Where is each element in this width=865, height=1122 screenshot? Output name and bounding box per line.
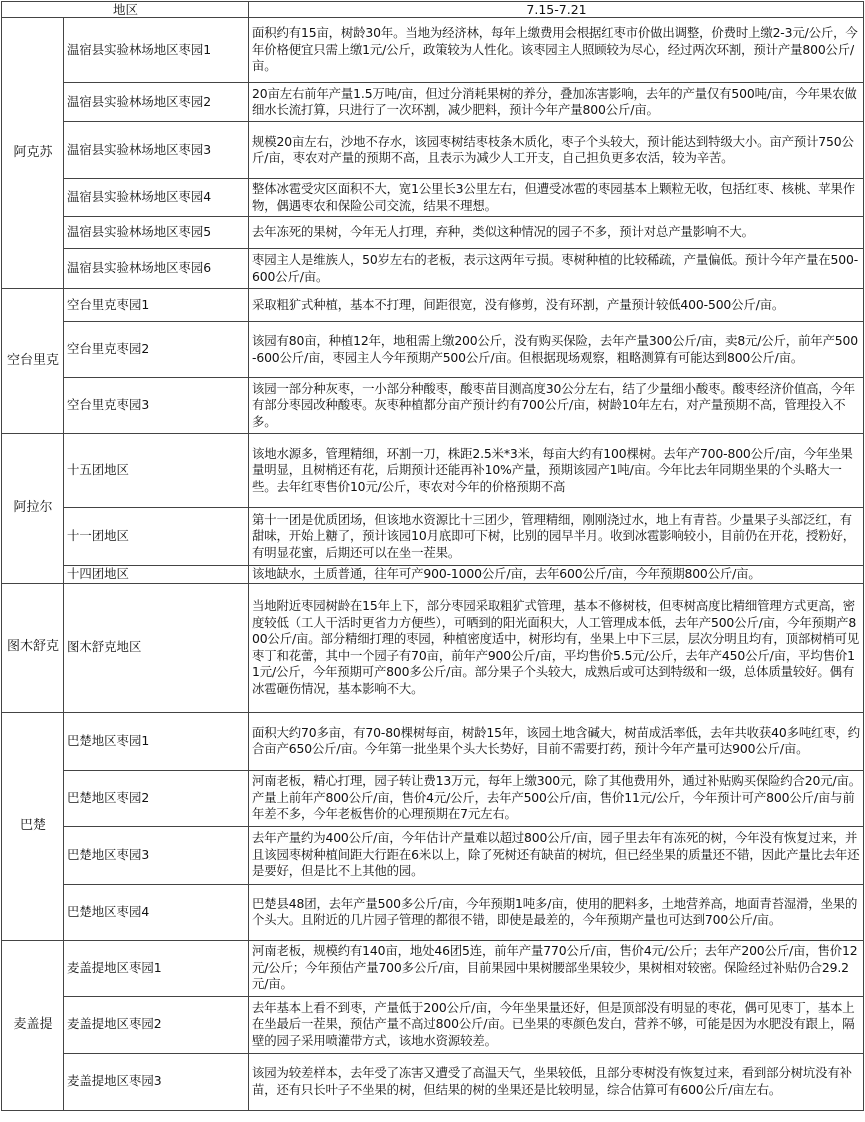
- desc-cell: 该地水源多，管理精细，环割一刀，株距2.5米*3米，每亩大约有100棵树。去年产700-800公斤/亩，今年坐果量明显，且树梢还有花，后期预计还能再补10%产量，预期该园产1吨/亩。今年比去年同期坐果的个头略大一些。去年红枣售价10元/公斤，枣农对今年的价格预期不高: [249, 434, 864, 508]
- desc-cell: 20亩左右前年产量1.5万吨/亩，但过分消耗果树的养分，叠加冻害影响，去年的产量仅有500吨/亩，今年果农做细水长流打算，只进行了一次环割，减少肥料，预计今年产量800公斤/亩。: [249, 83, 864, 122]
- area-cell: 麦盖提地区枣园1: [64, 940, 249, 996]
- table-row: [2, 1053, 864, 1110]
- area-cell: 空台里克枣园2: [64, 322, 249, 378]
- area-cell: 温宿县实验林场地区枣园6: [64, 249, 249, 289]
- desc-cell: 该园有80亩，种植12年，地租需上缴200公斤，没有购买保险，去年产量300公斤/亩，卖8元/公斤，前年产500-600公斤/亩，枣园主人今年预期产500公斤/亩。但根据现场观察，粗略测算有可能达到800公斤/亩。: [249, 322, 864, 378]
- area-cell: 温宿县实验林场地区枣园1: [64, 18, 249, 83]
- area-cell: 十五团地区: [64, 434, 249, 508]
- desc-cell: 去年冻死的果树，今年无人打理，弃种，类似这种情况的园子不多，预计对总产量影响不大。: [249, 217, 864, 249]
- desc-cell: 当地附近枣园树龄在15年上下，部分枣园采取粗犷式管理，基本不修树枝，但枣树高度比精细管理方式更高，密度较低（工人干活时更省力方便些），可晒到的阳光面积大，人工管理成本低，去年产500公斤/亩，今年预期产800公斤/亩。部分精细打理的枣园，种植密度适中，树形均有，坐果上中下三层，层次分明且均有，顶部树梢可见枣丁和花蕾，其中一个园子有70亩，前年产900公斤/亩，平均售价5.5元/公斤，去年产450公斤/亩，平均售价11元/公斤，今年预期可产800多公斤/亩。部分果子个头较大，成熟后或可达到特级和一级，总体质量较好。偶有冰雹砸伤情况，基本影响不大。: [249, 583, 864, 712]
- area-cell: 温宿县实验林场地区枣园5: [64, 217, 249, 249]
- table-row: [2, 826, 864, 884]
- table-row: [2, 289, 864, 322]
- table-row: [2, 508, 864, 566]
- area-cell: 空台里克枣园3: [64, 378, 249, 434]
- desc-cell: 枣园主人是维族人，50岁左右的老板，表示这两年亏损。枣树种植的比较稀疏，产量偏低。预计今年产量在500-600公斤/亩。: [249, 249, 864, 289]
- area-cell: 麦盖提地区枣园3: [64, 1053, 249, 1110]
- area-cell: 巴楚地区枣园2: [64, 770, 249, 826]
- region-cell: 麦盖提: [2, 940, 64, 1110]
- table-row: [2, 249, 864, 289]
- desc-cell: 面积大约70多亩，有70-80棵树每亩，树龄15年，该园土地含碱大，树苗成活率低，去年共收获40多吨红枣，约合亩产650公斤/亩。今年第一批坐果个头大长势好，目前不需要打药，预计今年产量可达900公斤/亩。: [249, 712, 864, 770]
- table-row: [2, 996, 864, 1053]
- table-header-row: [2, 2, 864, 18]
- table-row: [2, 217, 864, 249]
- desc-cell: 规模20亩左右，沙地不存水，该园枣树结枣枝条木质化，枣子个头较大，预计能达到特级大小。亩产预计750公斤/亩，枣农对产量的预期不高，且表示为减少人工开支，自己担负更多农活，较为辛苦。: [249, 122, 864, 179]
- desc-cell: 巴楚县48团，去年产量500多公斤/亩，今年预期1吨多/亩，使用的肥料多，土地营养高，地面青苔湿滑，坐果的个头大。且附近的几片园子管理的都很不错，即使是最差的，今年预期产量也可达到700公斤/亩。: [249, 884, 864, 940]
- table-row: [2, 566, 864, 584]
- table-row: [2, 940, 864, 996]
- area-cell: 麦盖提地区枣园2: [64, 996, 249, 1053]
- area-cell: 巴楚地区枣园3: [64, 826, 249, 884]
- region-cell: 阿克苏: [2, 18, 64, 289]
- table-row: [2, 378, 864, 434]
- region-cell: 阿拉尔: [2, 434, 64, 584]
- table-row: [2, 712, 864, 770]
- table-row: [2, 583, 864, 712]
- header-area: 地区: [2, 2, 249, 18]
- region-cell: 巴楚: [2, 712, 64, 940]
- area-cell: 巴楚地区枣园1: [64, 712, 249, 770]
- desc-cell: 第十一团是优质团场，但该地水资源比十三团少，管理精细，刚刚浇过水，地上有青苔。少量果子头部泛红，有甜味，开始上糖了，预计该园10月底即可下树，比别的园早半月。收到冰雹影响较小，目前仍在开花，授粉好，有明显花蜜，后期还可以在坐一茬果。: [249, 508, 864, 566]
- desc-cell: 河南老板，规模约有140亩，地处46团5连，前年产量770公斤/亩，售价4元/公斤；去年产200公斤/亩，售价12元/公斤；今年预估产量700多公斤/亩，目前果园中果树腰部坐果较少，果树相对较密。保险经过补贴仍合29.2元/亩。: [249, 940, 864, 996]
- desc-cell: 去年基本上看不到枣，产量低于200公斤/亩，今年坐果量还好，但是顶部没有明显的枣花，偶可见枣丁，基本上在坐最后一茬果，预估产量不高过800公斤/亩。已坐果的枣颜色发白，营养不够，可能是因为水肥没有跟上，隔壁的园子采用喷灌带方式，该地水资源较差。: [249, 996, 864, 1053]
- table-row: [2, 179, 864, 217]
- table-row: [2, 884, 864, 940]
- area-cell: 空台里克枣园1: [64, 289, 249, 322]
- table-row: [2, 18, 864, 83]
- table-row: [2, 322, 864, 378]
- desc-cell: 该园为较差样本，去年受了冻害又遭受了高温天气，坐果较低，且部分枣树没有恢复过来，看到部分树坑没有补苗，还有只长叶子不坐果的树，但结果的树的坐果还是比较明显，综合估算可有600公斤/亩左右。: [249, 1053, 864, 1110]
- desc-cell: 河南老板，精心打理，园子转让费13万元，每年上缴300元，除了其他费用外，通过补贴购买保险约合20元/亩。产量上前年产800公斤/亩，售价4元/公斤，去年产500公斤/亩，售价11元/公斤，今年预计可产800公斤/亩与前年差不多，今年老板售价的心理预期在7元左右。: [249, 770, 864, 826]
- desc-cell: 整体冰雹受灾区面积不大，宽1公里长3公里左右，但遭受冰雹的枣园基本上颗粒无收，包括红枣、核桃、苹果作物，偶遇枣农和保险公司交流，结果不理想。: [249, 179, 864, 217]
- table-row: [2, 770, 864, 826]
- table-row: [2, 83, 864, 122]
- desc-cell: 该园一部分种灰枣，一小部分种酸枣，酸枣苗目测高度30公分左右，结了少量细小酸枣。酸枣经济价值高，今年有部分枣园改种酸枣。灰枣种植都分亩产预计约有700公斤/亩，树龄10年左右，对产量预期不高，管理投入不多。: [249, 378, 864, 434]
- region-cell: 空台里克: [2, 289, 64, 434]
- region-cell: 图木舒克: [2, 583, 64, 712]
- desc-cell: 面积约有15亩，树龄30年。当地为经济林，每年上缴费用会根据红枣市价做出调整，价费时上缴2-3元/公斤，今年价格便宜只需上缴1元/公斤，政策较为人性化。该枣园主人照顾较为尽心，经过两次环割，预计产量800公斤/亩。: [249, 18, 864, 83]
- area-cell: 图木舒克地区: [64, 583, 249, 712]
- desc-cell: 去年产量约为400公斤/亩，今年估计产量难以超过800公斤/亩，园子里去年有冻死的树，今年没有恢复过来，并且该园枣树种植间距大行距在6米以上，除了死树还有缺苗的树坑，但已经坐果的质量还不错，因此产量比去年还是要好，但是比不上其他的园。: [249, 826, 864, 884]
- desc-cell: 该地缺水，土质普通，往年可产900-1000公斤/亩，去年600公斤/亩，今年预期800公斤/亩。: [249, 566, 864, 584]
- area-cell: 十一团地区: [64, 508, 249, 566]
- table-row: [2, 122, 864, 179]
- area-cell: 温宿县实验林场地区枣园3: [64, 122, 249, 179]
- area-cell: 温宿县实验林场地区枣园4: [64, 179, 249, 217]
- table-row: [2, 434, 864, 508]
- desc-cell: 采取粗犷式种植，基本不打理，间距很宽，没有修剪，没有环割，产量预计较低400-500公斤/亩。: [249, 289, 864, 322]
- header-date-range: 7.15-7.21: [249, 2, 864, 18]
- jujube-survey-table: [1, 1, 864, 1111]
- area-cell: 巴楚地区枣园4: [64, 884, 249, 940]
- area-cell: 十四团地区: [64, 566, 249, 584]
- area-cell: 温宿县实验林场地区枣园2: [64, 83, 249, 122]
